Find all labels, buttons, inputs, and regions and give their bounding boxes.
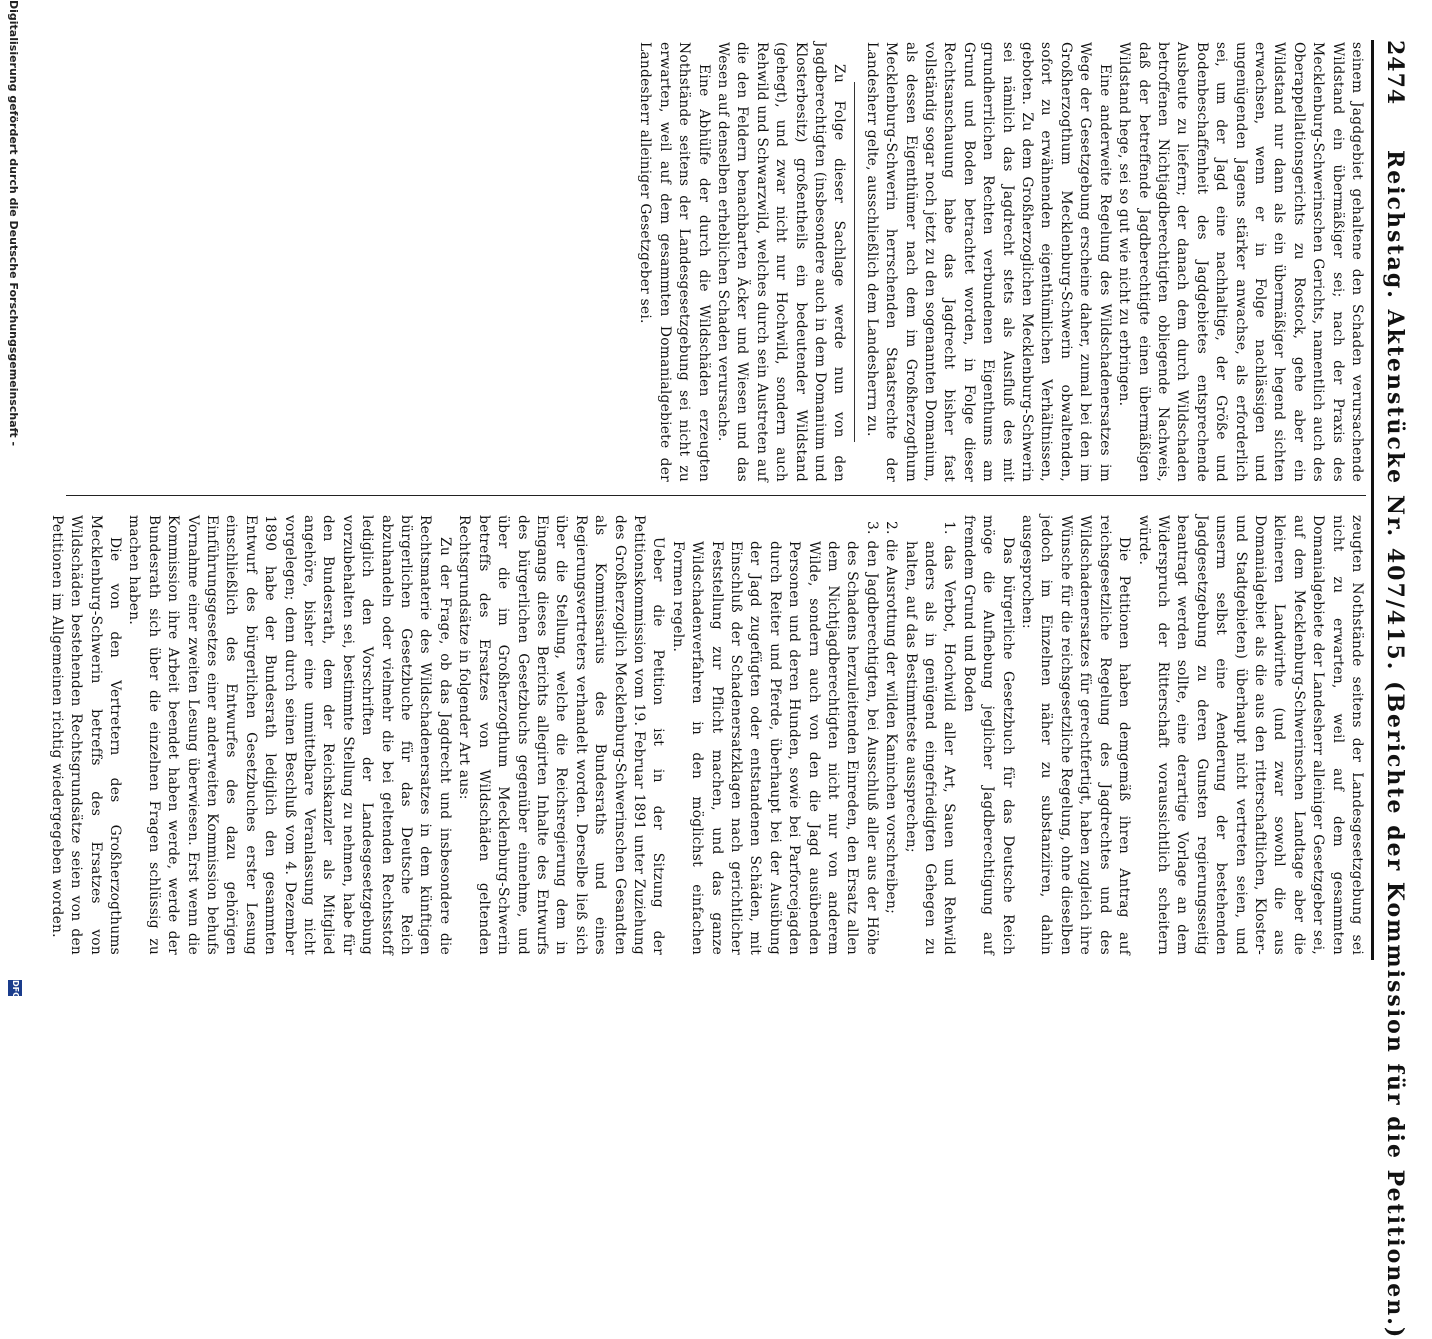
column-divider	[66, 495, 1366, 496]
list-item: 2. die Ausrottung der wilden Kaninchen vorschreiben;	[883, 521, 900, 914]
credit-text: Digitalisierung gefördert durch die Deutsche Forschungsgemeinschaft -	[7, 0, 20, 447]
paragraph: Zu der Frage, ob das Jagdrecht und insbesondere die Rechtsmaterie des Wildschadenersatzes in dem künftigen bürgerlichen Gesetzbuche für das Deutsche Reich abzuhandeln oder vielmehr die bei geltenden Rechtsstoff lediglich den Vorschriften der Landesgesetzgebung vorzubehalten sei, bestimmte Stellung zu nehmen, habe für den Bundesrath, dem der Reichskanzler als Mitglied angehöre, bisher eine unmittelbare Veranlassung nicht vorgelegen; denn durch seinen Beschluß vom 4. Dezember 1890 habe der Bundesrath lediglich den gesammten Entwurf des bürgerlichen Gesetzbuches erster Lesung einschließlich des Entwurfes des dazu gehörigen Einführungsgesetzes einer anderweiten Kommission behufs Vornahme einer zweiten Lesung überwiesen. Erst wenn die Kommission ihre Arbeit beendet haben werde, werde der Bundesrath sich über die einzelnen Fragen schlüssig zu machen haben.	[126, 515, 453, 955]
paragraph: Die von den Vertretern des Großherzogthums Mecklenburg-Schwerin betreffs des Ersatzes von Wildschäden bestehenden Rechtsgrundsätze seien von den Petitionen im Allgemeinen richtig wiedergegeben worden.	[48, 515, 123, 955]
dfg-logo-icon: DFG	[8, 980, 22, 996]
paragraph: Ueber die Petition ist in der Sitzung der Petitionskommission vom 19. Februar 1891 unter Zuziehung des Großherzoglich Mecklenburg-Schwerinschen Gesandten als Kommissarius des Bundesraths und eines Regierungsvertreters verhandelt worden. Derselbe ließ sich über die Stellung, welche die Reichsregierung dem in Eingangs dieses Berichts allegirten Inhalte des Entwurfs des bürgerlichen Gesetzbuchs gegenüber einnehme, und über die im Großherzogthum Mecklenburg-Schwerin betreffs des Ersatzes von Wildschäden geltenden Rechtsgrundsätze in folgender Art aus:	[456, 515, 667, 955]
list-item: 1. das Verbot, Hochwild aller Art, Sauen und Rehwild anders als in genügend eingefriedigten Gehegen zu halten, auf das Bestimmteste aussprechen;	[902, 521, 958, 955]
paragraph: Zu Folge dieser Sachlage werde nun von den Jagdberechtigten (insbesondere auch in dem Domanium und Klosterbesitz) großentheils ein bedeutender Wildstand (gehegt), und zwar nicht nur Hochwild, sondern auch Rehwild und Schwarzwild, welches durch sein Austreten auf die den Feldern benachbarten Äcker und Wiesen und das Wesen auf denselben erheblichen Schaden verursache.	[715, 42, 848, 482]
left-column	[635, 42, 1366, 482]
list-item: 3. den Jagdberechtigten, bei Ausschluß aller aus der Höhe des Schadens herzuleitenden Einreden, den Ersatz allen dem Nichtjagdberechtigten nicht nur von anderem Wilde, sondern auch von den die Jagd ausübenden Personen und deren Hunden, sowie bei Parforcejagden durch Reiter und Pferde, überhaupt bei der Ausübung der Jagd zugefügten oder entstandenen Schäden, mit Einschluß der Schadenersatzklagen nach gerichtlicher Feststellung zur Pflicht machen, und das ganze Wildschadenverfahren in den möglichst einfachen Formen regeln.	[669, 521, 880, 955]
header-rule	[1371, 40, 1374, 960]
paragraph: Das bürgerliche Gesetzbuch für das Deutsche Reich möge die Aufhebung jeglicher Jagdberechtigung auf fremdem Grund und Boden	[960, 515, 1016, 955]
paragraph: Eine anderweite Regelung des Wildschadenersatzes im Wege der Gesetzgebung erscheine daher, zumal bei den im Großherzogthum Mecklenburg-Schwerin obwaltenden, sofort zu erwähnenden eigenthümlichen Verhältnissen, geboten. Zu dem Großherzoglichen Mecklenburg-Schwerin sei nämlich das Jagdrecht stets als Ausfluß des mit grundherrlichen Rechten verbundenen Eigenthums am Grund und Boden betrachtet worden, in Folge dieser Rechtsanschauung habe das Jagdrecht bisher fast vollständig sogar noch jetzt zu den sogenannten Domanium, als dessen Eigenthümer nach dem im Großherzogthum Mecklenburg-Schwerin herrschenden Staatsrechte der Landesherr gelte, ausschließlich dem Landesherrn zu.	[863, 42, 1113, 482]
running-title: Reichstag. Aktenstücke Nr. 407/415. (Berichte der Kommission für die Petitionen.)	[1382, 150, 1408, 1339]
section-separator	[854, 82, 855, 442]
paragraph: zeugten Nothstände seitens der Landesgesetzgebung sei nicht zu erwarten, weil auf dem gesammten Domanialgebiete der Landesherr alleiniger Gesetzgeber sei, auf dem Mecklenburg-Schwerinschen Landtage aber die kleineren Landwirthe (und zwar sowohl die aus Domanialgebiet als die aus den ritterschaftlichen, Kloster- und Stadtgebieten) überhaupt nicht vertreten seien, und unserm selbst eine Aenderung der bestehenden Jagdgesetzgebung zu deren Gunsten regierungsseitig beantragt werden sollte, eine derartige Vorlage an dem Widerspruch der Ritterschaft voraussichtlich scheitern würde.	[1135, 515, 1365, 955]
paragraph: seinem Jagdgebiet gehaltene den Schaden verursachende Wildstand ein übermäßiger sei; nach der Praxis des Mecklenburg-Schwerinschen Gerichts, namentlich auch des Oberappellationsgerichts zu Rostock, gehe aber ein Wildstand nur dann als ein übermäßiger hegend sichten erwachsen, wenn er in Folge nachlässigen und ungenügenden Jagens stärker anwachse, als erforderlich sei, um der Jagd eine nachhaltige, der Größe und Bodenbeschaffenheit des Jagdgebietes entsprechende Ausbeute zu liefern; der danach dem durch Wildschaden betroffenen Nichtjagdberechtigten obliegende Nachweis, daß der betreffende Jagdberechtigte einen übermäßigen Wildstand hege, sei so gut wie nicht zu erbringen.	[1116, 42, 1365, 482]
paragraph: Eine Abhülfe der durch die Wildschäden erzeugten Nothstände seitens der Landesgesetzgebung sei nicht zu erwarten, weil auf dem gesammten Domanialgebiete der Landesherr alleiniger Gesetzgeber sei.	[637, 42, 712, 482]
page-number: 2474	[1382, 40, 1408, 106]
page-header	[1374, 40, 1414, 1339]
digitization-credit	[7, 0, 20, 1000]
paragraph: Die Petitionen haben demgemäß ihren Antrag auf reichsgesetzliche Regelung des Jagdrechtes und des Wildschadenersatzes für gerechtfertigt, haben zugleich ihre Wünsche für die reichsgesetzliche Regelung, ohne dieselben jedoch im Einzelnen näher zu substanziiren, dahin ausgesprochen:	[1019, 515, 1133, 955]
right-column	[46, 515, 1366, 955]
